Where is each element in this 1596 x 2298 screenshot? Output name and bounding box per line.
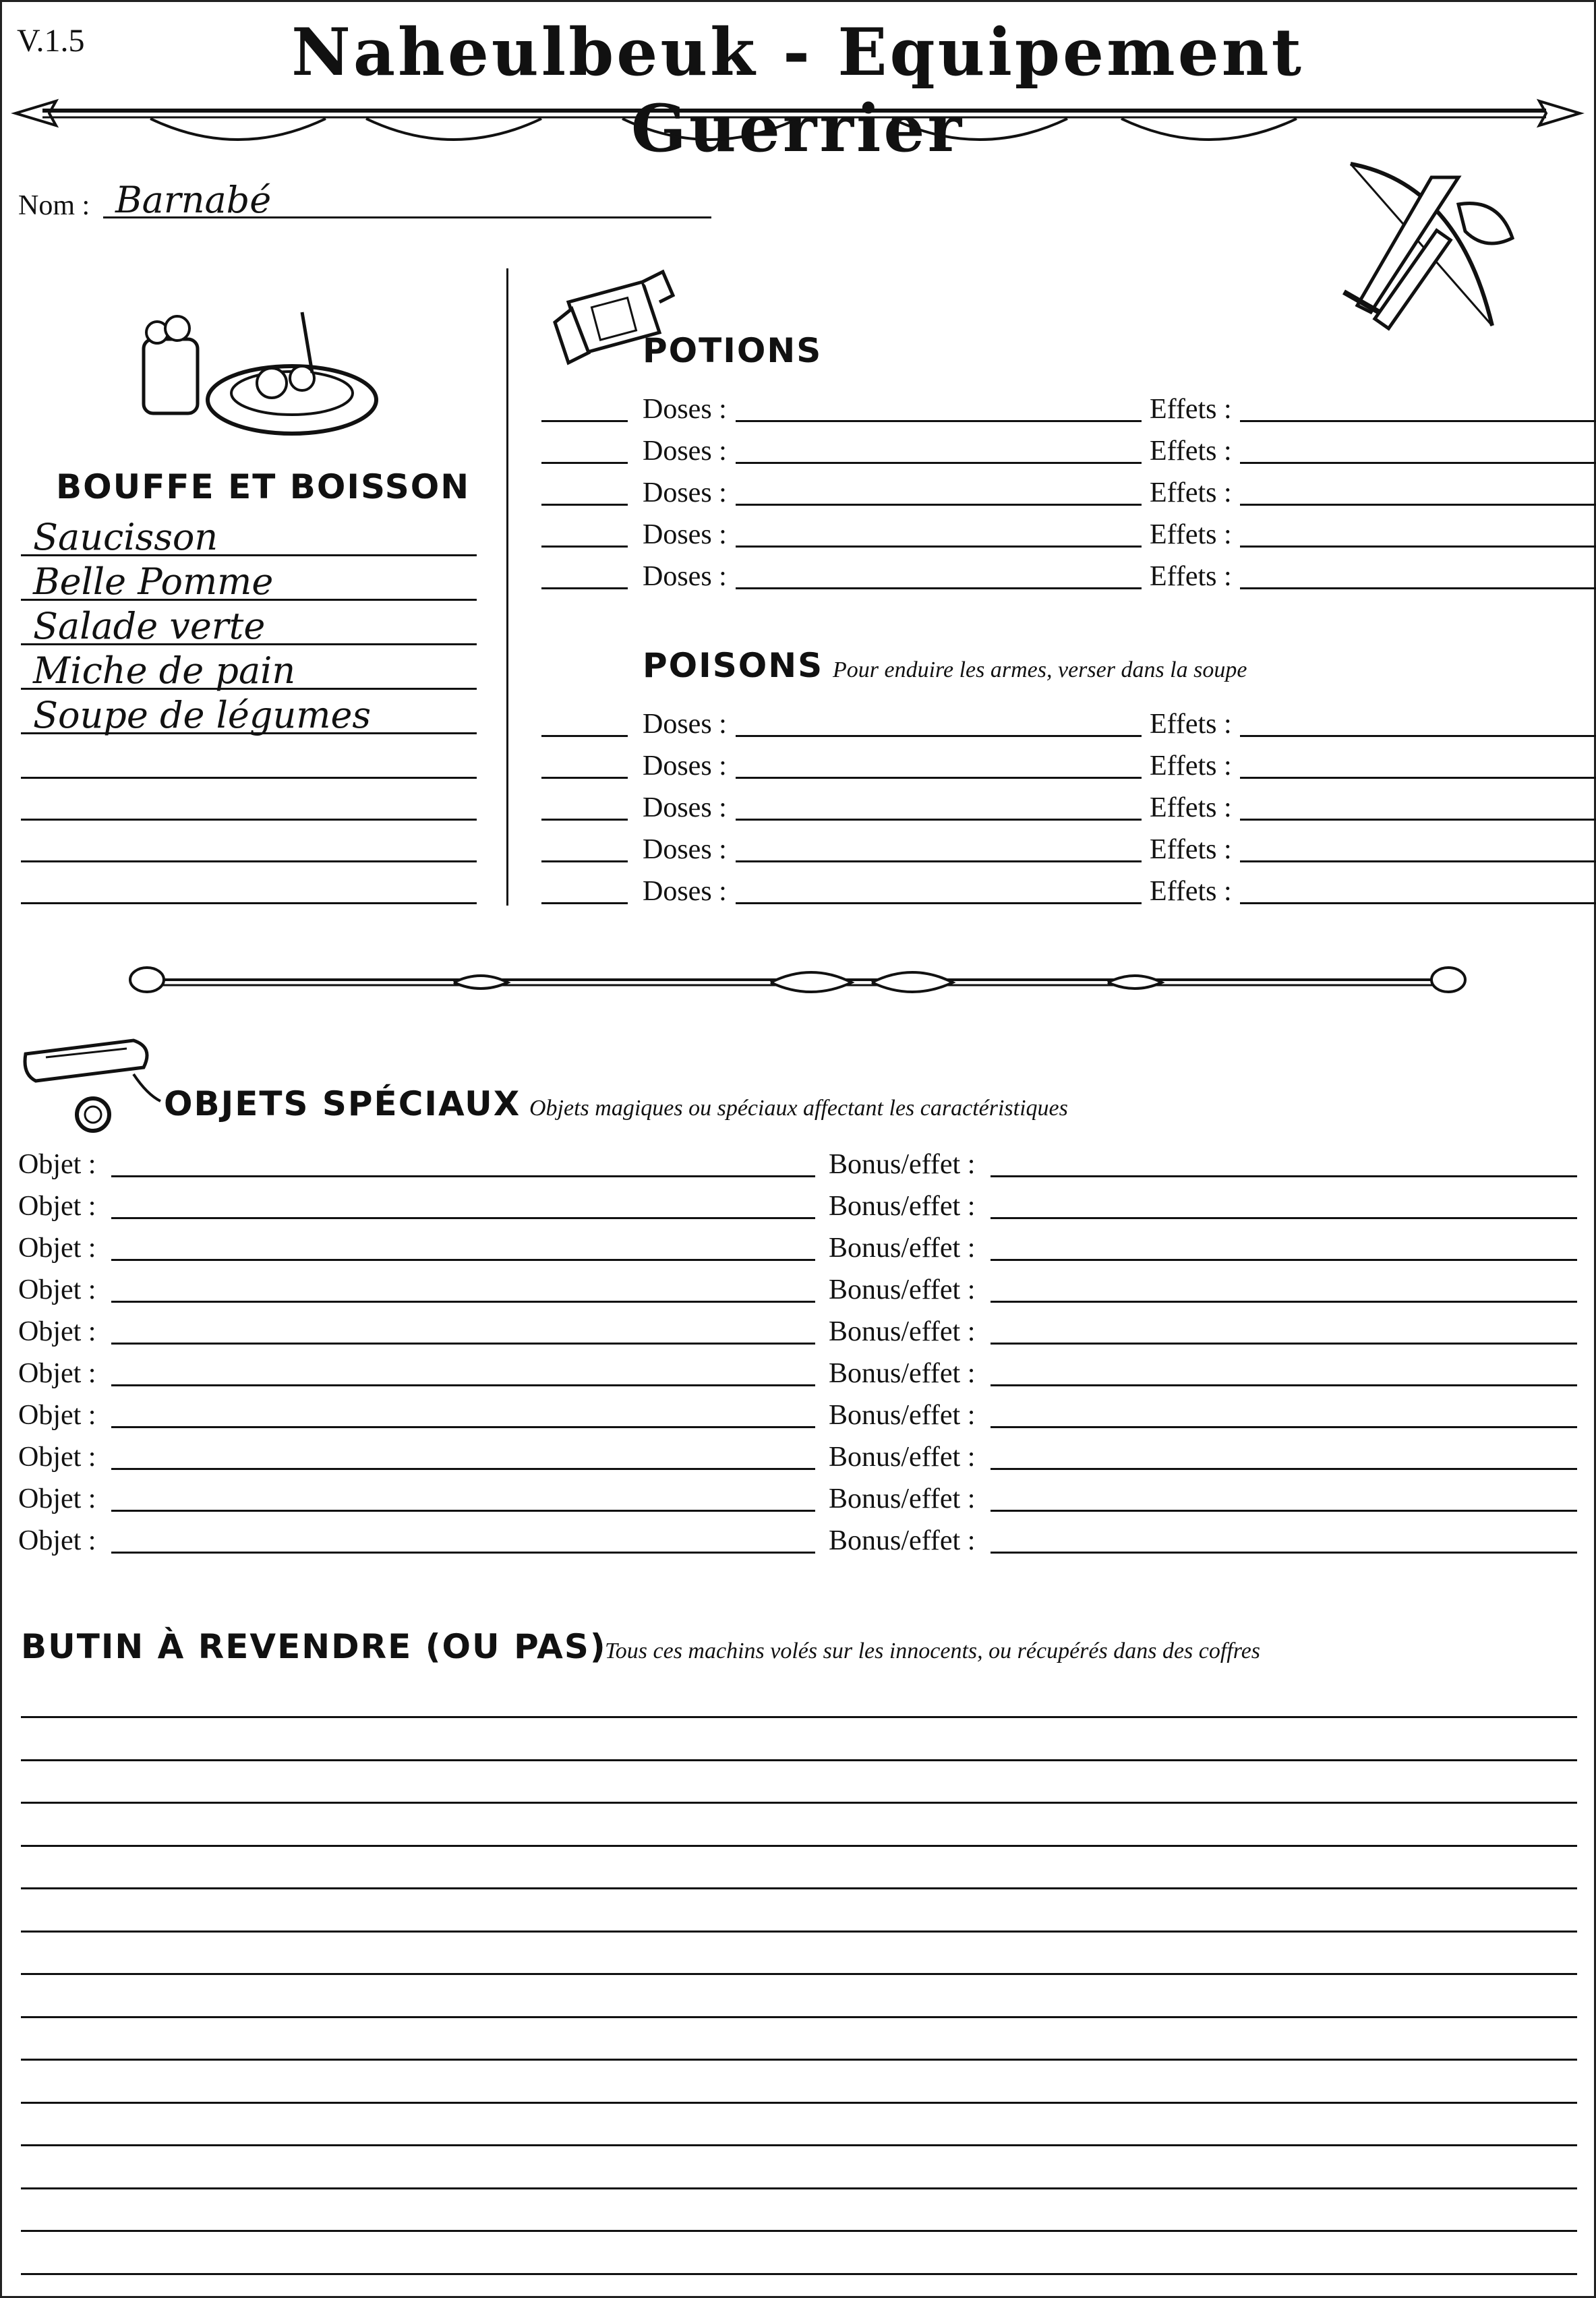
butin-line[interactable] <box>21 1887 1577 1889</box>
poisons-heading: POISONS <box>643 646 824 685</box>
objet-field[interactable] <box>111 1217 815 1219</box>
doses-label: Doses : <box>643 394 727 425</box>
effets-label: Effets : <box>1150 436 1232 467</box>
objets-heading: OBJETS SPÉCIAUX <box>164 1084 521 1123</box>
butin-line[interactable] <box>21 2144 1577 2146</box>
objet-label: Objet : <box>18 1400 96 1431</box>
staff-divider-icon <box>130 960 1465 1000</box>
objet-label: Objet : <box>18 1233 96 1264</box>
doses-label: Doses : <box>643 519 727 550</box>
effets-label: Effets : <box>1150 477 1232 508</box>
doses-field[interactable] <box>736 587 1142 589</box>
butin-line[interactable] <box>21 2187 1577 2189</box>
food-item[interactable] <box>21 776 477 821</box>
bonus-field[interactable] <box>991 1468 1577 1470</box>
dose-count-field[interactable] <box>541 735 628 737</box>
doses-field[interactable] <box>736 819 1142 821</box>
objet-field[interactable] <box>111 1259 815 1261</box>
doses-field[interactable] <box>736 462 1142 464</box>
spear-border-icon <box>16 86 1580 154</box>
doses-field[interactable] <box>736 735 1142 737</box>
objet-label: Objet : <box>18 1525 96 1556</box>
objet-label: Objet : <box>18 1483 96 1514</box>
food-item[interactable] <box>21 556 477 601</box>
effets-field[interactable] <box>1240 420 1596 422</box>
butin-subtitle: Tous ces machins volés sur les innocents, ou récupérés dans des coffres <box>605 1639 1261 1663</box>
bonus-label: Bonus/effet : <box>829 1525 976 1556</box>
butin-line[interactable] <box>21 1973 1577 1975</box>
bonus-field[interactable] <box>991 1426 1577 1428</box>
effets-label: Effets : <box>1150 709 1232 740</box>
butin-line[interactable] <box>21 2273 1577 2275</box>
column-divider <box>506 268 508 906</box>
poisons-subtitle: Pour enduire les armes, verser dans la soupe <box>833 657 1247 682</box>
food-item[interactable] <box>21 690 477 734</box>
bonus-label: Bonus/effet : <box>829 1358 976 1389</box>
bonus-label: Bonus/effet : <box>829 1149 976 1180</box>
food-plate-icon <box>137 299 380 440</box>
food-item-text: Miche de pain <box>33 649 296 692</box>
objet-field[interactable] <box>111 1343 815 1345</box>
food-item[interactable] <box>21 512 477 556</box>
dose-count-field[interactable] <box>541 860 628 862</box>
bonus-field[interactable] <box>991 1384 1577 1386</box>
butin-line[interactable] <box>21 1716 1577 1718</box>
dose-count-field[interactable] <box>541 819 628 821</box>
food-item[interactable] <box>21 734 477 779</box>
effets-label: Effets : <box>1150 561 1232 592</box>
food-item[interactable] <box>21 601 477 645</box>
butin-line[interactable] <box>21 1845 1577 1847</box>
objet-field[interactable] <box>111 1426 815 1428</box>
butin-line[interactable] <box>21 2102 1577 2104</box>
doses-label: Doses : <box>643 709 727 740</box>
objet-field[interactable] <box>111 1384 815 1386</box>
effets-label: Effets : <box>1150 876 1232 907</box>
food-item-text: Salade verte <box>33 605 266 647</box>
effets-field[interactable] <box>1240 860 1596 862</box>
objet-field[interactable] <box>111 1468 815 1470</box>
doses-label: Doses : <box>643 750 727 782</box>
objet-label: Objet : <box>18 1191 96 1222</box>
bonus-field[interactable] <box>991 1552 1577 1554</box>
dose-count-field[interactable] <box>541 546 628 548</box>
bonus-field[interactable] <box>991 1510 1577 1512</box>
butin-line[interactable] <box>21 1931 1577 1933</box>
objet-label: Objet : <box>18 1442 96 1473</box>
bonus-field[interactable] <box>991 1175 1577 1177</box>
page-title: Naheulbeuk - Equipement Guerrier <box>291 14 1304 167</box>
effets-field[interactable] <box>1240 819 1596 821</box>
butin-line[interactable] <box>21 1802 1577 1804</box>
doses-field[interactable] <box>736 546 1142 548</box>
butin-line[interactable] <box>21 1759 1577 1761</box>
objets-subtitle: Objets magiques ou spéciaux affectant les caractéristiques <box>529 1096 1068 1121</box>
bonus-label: Bonus/effet : <box>829 1316 976 1347</box>
bonus-label: Bonus/effet : <box>829 1483 976 1514</box>
version-label: V.1.5 <box>17 23 85 59</box>
doses-field[interactable] <box>736 420 1142 422</box>
objet-label: Objet : <box>18 1316 96 1347</box>
potions-heading: POTIONS <box>643 331 823 370</box>
doses-field[interactable] <box>736 860 1142 862</box>
effets-field[interactable] <box>1240 462 1596 464</box>
dose-count-field[interactable] <box>541 902 628 904</box>
butin-line[interactable] <box>21 2059 1577 2061</box>
dose-count-field[interactable] <box>541 420 628 422</box>
crossed-weapons-icon <box>1324 157 1526 339</box>
doses-field[interactable] <box>736 504 1142 506</box>
bonus-field[interactable] <box>991 1259 1577 1261</box>
food-item[interactable] <box>21 860 477 904</box>
doses-label: Doses : <box>643 561 727 592</box>
bonus-label: Bonus/effet : <box>829 1233 976 1264</box>
butin-line[interactable] <box>21 2230 1577 2232</box>
objet-field[interactable] <box>111 1552 815 1554</box>
doses-label: Doses : <box>643 477 727 508</box>
effets-field[interactable] <box>1240 504 1596 506</box>
doses-label: Doses : <box>643 792 727 823</box>
scroll-ring-icon <box>19 1027 160 1142</box>
dose-count-field[interactable] <box>541 777 628 779</box>
food-item-text: Saucisson <box>33 516 218 558</box>
doses-label: Doses : <box>643 436 727 467</box>
effets-field[interactable] <box>1240 546 1596 548</box>
objet-label: Objet : <box>18 1274 96 1305</box>
objet-label: Objet : <box>18 1358 96 1389</box>
butin-heading: BUTIN À REVENDRE (OU PAS) <box>21 1627 607 1666</box>
objet-field[interactable] <box>111 1510 815 1512</box>
food-item[interactable] <box>21 645 477 690</box>
effets-field[interactable] <box>1240 777 1596 779</box>
doses-field[interactable] <box>736 777 1142 779</box>
dose-count-field[interactable] <box>541 504 628 506</box>
bonus-field[interactable] <box>991 1217 1577 1219</box>
food-heading: BOUFFE ET BOISSON <box>56 467 471 506</box>
effets-label: Effets : <box>1150 750 1232 782</box>
bonus-field[interactable] <box>991 1343 1577 1345</box>
effets-label: Effets : <box>1150 792 1232 823</box>
effets-field[interactable] <box>1240 587 1596 589</box>
effets-label: Effets : <box>1150 519 1232 550</box>
food-item[interactable] <box>21 818 477 862</box>
food-item-text: Belle Pomme <box>33 560 274 603</box>
dose-count-field[interactable] <box>541 587 628 589</box>
objet-field[interactable] <box>111 1301 815 1303</box>
bonus-label: Bonus/effet : <box>829 1442 976 1473</box>
doses-label: Doses : <box>643 834 727 865</box>
bonus-label: Bonus/effet : <box>829 1400 976 1431</box>
objet-label: Objet : <box>18 1149 96 1180</box>
doses-label: Doses : <box>643 876 727 907</box>
food-item-text: Soupe de légumes <box>33 694 372 736</box>
bonus-label: Bonus/effet : <box>829 1274 976 1305</box>
effets-label: Effets : <box>1150 834 1232 865</box>
effets-field[interactable] <box>1240 902 1596 904</box>
effets-label: Effets : <box>1150 394 1232 425</box>
effets-field[interactable] <box>1240 735 1596 737</box>
dose-count-field[interactable] <box>541 462 628 464</box>
nom-value[interactable]: Barnabé <box>115 179 272 221</box>
objet-field[interactable] <box>111 1175 815 1177</box>
bonus-field[interactable] <box>991 1301 1577 1303</box>
doses-field[interactable] <box>736 902 1142 904</box>
butin-line[interactable] <box>21 2016 1577 2018</box>
bonus-label: Bonus/effet : <box>829 1191 976 1222</box>
nom-label: Nom : <box>18 190 90 221</box>
